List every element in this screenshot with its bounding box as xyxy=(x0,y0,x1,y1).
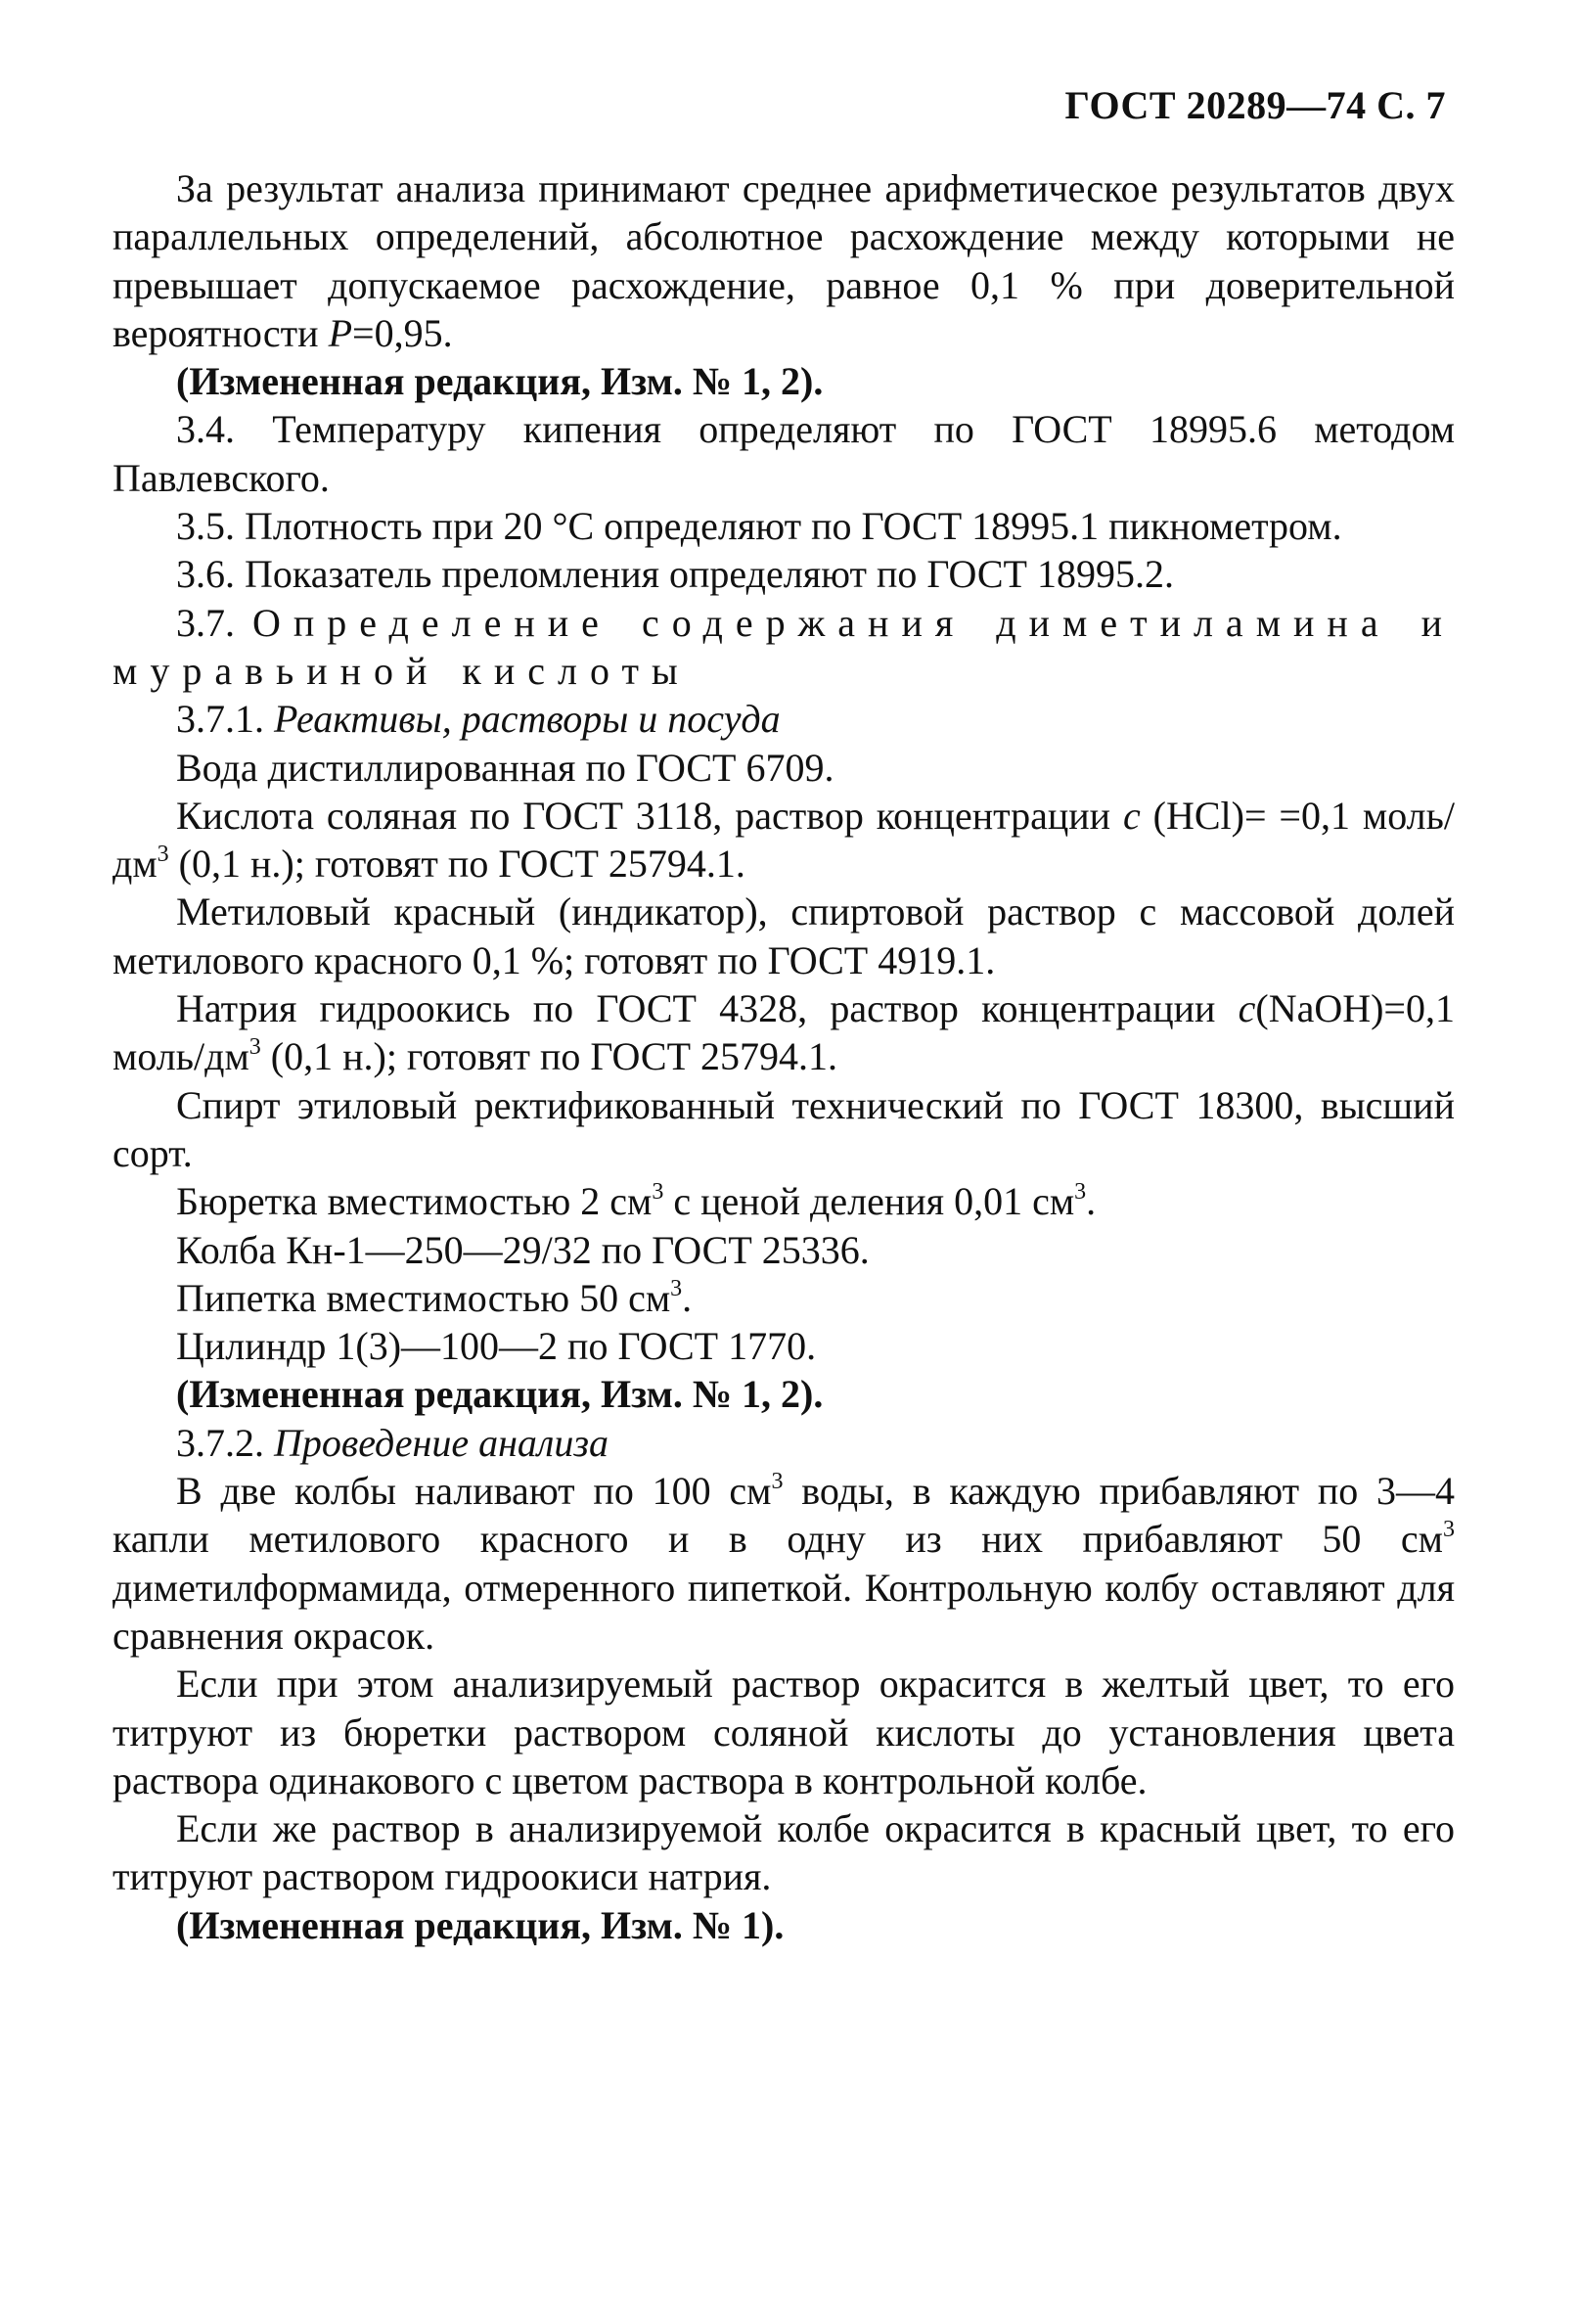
reagent-hcl-text: (HCl)= =0,1 моль/дм xyxy=(113,793,1455,887)
equipment-burette-text: с ценой деления 0,01 см xyxy=(663,1179,1075,1224)
superscript: 3 xyxy=(157,842,169,868)
superscript: 3 xyxy=(670,1275,683,1301)
reagent-naoh-variable: c xyxy=(1238,986,1256,1031)
amendment-note: (Измененная редакция, Изм. № 1, 2). xyxy=(176,359,824,404)
subsection-number: 3.7.2. xyxy=(176,1420,274,1465)
reagent-naoh-text: (0,1 н.); готовят по ГОСТ 25794.1. xyxy=(260,1034,838,1079)
page-header: ГОСТ 20289—74 С. 7 xyxy=(1064,83,1446,127)
analysis-text: В две колбы наливают по 100 см xyxy=(176,1469,772,1514)
superscript: 3 xyxy=(1443,1517,1455,1543)
reagent-naoh-text: (NaOH)=0,1 моль/дм xyxy=(113,986,1455,1079)
reagent-naoh-text: Натрия гидроокись по ГОСТ 4328, раствор концентрации xyxy=(176,986,1239,1031)
section-heading-3-7 xyxy=(113,599,1455,696)
superscript: 3 xyxy=(652,1179,664,1206)
reagent-hcl-variable: c xyxy=(1122,793,1141,838)
analysis-text: воды, в каждую прибавляют по 3—4 капли метилового красного и в одну из них прибавляют 50 см xyxy=(113,1469,1455,1562)
reagent-water: Вода дистиллированная по ГОСТ 6709. xyxy=(176,745,834,790)
superscript: 3 xyxy=(1074,1179,1087,1206)
document-body xyxy=(113,164,1455,1949)
section-title: Определение содержания диметиламина и муравьиной кислоты xyxy=(113,600,1455,693)
equipment-burette-text: . xyxy=(1086,1179,1097,1224)
equipment-pipette-text: . xyxy=(682,1275,693,1320)
amendment-note: (Измененная редакция, Изм. № 1, 2). xyxy=(176,1372,824,1417)
reagent-hcl xyxy=(113,792,1455,889)
equipment-burette-text: Бюретка вместимостью 2 см xyxy=(176,1179,653,1224)
equipment-flask: Колба Кн-1—250—29/32 по ГОСТ 25336. xyxy=(176,1227,870,1272)
section-number: 3.7. xyxy=(176,600,253,645)
superscript: 3 xyxy=(248,1034,261,1061)
reagent-methyl-red: Метиловый красный (индикатор), спиртовой раствор с массовой долей метилового красного 0,1 %; готовят по ГОСТ 4919.1. xyxy=(113,889,1455,982)
superscript: 3 xyxy=(771,1469,784,1495)
reagent-ethanol: Спирт этиловый ректификованный технический по ГОСТ 18300, высший сорт. xyxy=(113,1082,1455,1175)
reagent-hcl-text: (0,1 н.); готовят по ГОСТ 25794.1. xyxy=(168,842,745,887)
reagent-hcl-text: Кислота соляная по ГОСТ 3118, раствор концентрации xyxy=(176,793,1123,838)
subsection-heading-3-7-2 xyxy=(113,1419,1455,1467)
equipment-cylinder: Цилиндр 1(3)—100—2 по ГОСТ 1770. xyxy=(176,1324,817,1369)
result-text-end: =0,95. xyxy=(352,310,453,355)
result-variable: P xyxy=(328,310,353,355)
equipment-burette xyxy=(113,1177,1455,1225)
subsection-title: Реактивы, растворы и посуда xyxy=(274,697,781,742)
analysis-text: диметилформамида, отмеренного пипеткой. Контрольную колбу оставляют для сравнения окрасок. xyxy=(113,1565,1455,1658)
paragraph-3-6: 3.6. Показатель преломления определяют по ГОСТ 18995.2. xyxy=(176,552,1174,597)
result-text: За результат анализа принимают среднее арифметическое результатов двух параллельных определений, абсолютное расхождение между которыми не превышает допускаемое расхождение, равное 0,1 % при доверительной вероятности xyxy=(113,166,1455,355)
subsection-heading-3-7-1 xyxy=(113,695,1455,743)
analysis-red-case: Если же раствор в анализируемой колбе окрасится в красный цвет, то его титруют раствором гидроокиси натрия. xyxy=(113,1806,1455,1899)
reagent-naoh xyxy=(113,984,1455,1081)
amendment-note: (Измененная редакция, Изм. № 1). xyxy=(176,1902,785,1947)
equipment-pipette xyxy=(113,1274,1455,1322)
subsection-title: Проведение анализа xyxy=(274,1420,609,1465)
paragraph-result xyxy=(113,164,1455,357)
equipment-pipette-text: Пипетка вместимостью 50 см xyxy=(176,1275,671,1320)
analysis-yellow-case: Если при этом анализируемый раствор окрасится в желтый цвет, то его титруют из бюретки раствором соляной кислоты до установления цвета раствора одинакового с цветом раствора в контрольной колбе. xyxy=(113,1662,1455,1802)
paragraph-3-5: 3.5. Плотность при 20 °С определяют по ГОСТ 18995.1 пикнометром. xyxy=(176,504,1342,549)
analysis-procedure xyxy=(113,1467,1455,1660)
subsection-number: 3.7.1. xyxy=(176,697,274,742)
paragraph-3-4: 3.4. Температуру кипения определяют по ГОСТ 18995.6 методом Павлевского. xyxy=(113,407,1455,500)
